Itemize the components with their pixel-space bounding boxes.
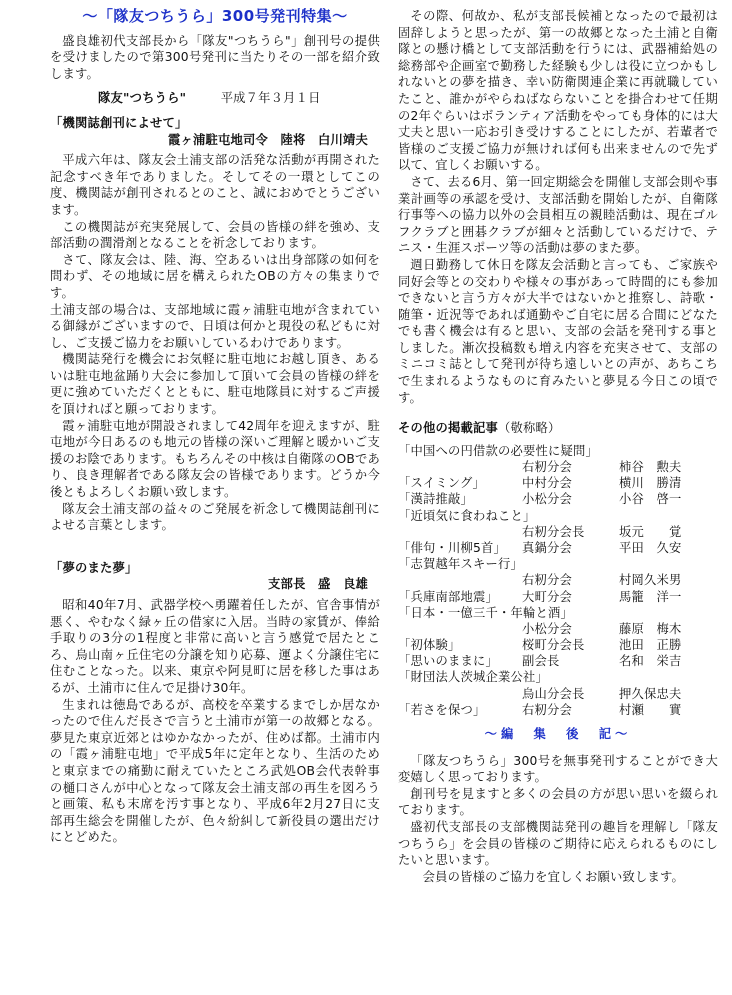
article-author: 柿谷 勲夫 xyxy=(619,460,682,475)
article-author xyxy=(619,508,709,524)
list-item xyxy=(398,443,718,459)
list-item xyxy=(398,491,718,507)
list-item xyxy=(398,702,718,718)
article-branch: 小松分会 xyxy=(522,492,572,507)
article-branch: 烏山分会長 xyxy=(522,686,585,701)
article2-paragraph: 昭和40年7月、武器学校へ勇躍着任したが、官舎事情が悪く、やむなく緑ヶ丘の借家に入居。当時の家賃が、俸給手取りの3分の1程度と非常に高いと言う感覚で居たところ、烏山南ヶ丘住宅の分譲を知り応募、運よく分譲住宅に住むことなった。以来、東京や阿見町に居を移した事はあるが、土浦市に住んで足掛け30年。 xyxy=(50,598,380,695)
article-author: 小谷 啓一 xyxy=(619,492,682,507)
article-title xyxy=(398,686,522,702)
article2-heading: 「夢のまた夢」 xyxy=(50,560,138,575)
editor-note-paragraph: 「隊友つちうら」300号を無事発刊することができ大変嬉しく思っております。 xyxy=(398,753,718,785)
article-branch: 小松分会 xyxy=(522,621,572,636)
article-author: 平田 久安 xyxy=(619,540,682,555)
issue-date: 平成７年３月１日 xyxy=(220,91,321,106)
list-item xyxy=(398,508,718,524)
issue-line xyxy=(98,90,380,107)
list-item xyxy=(398,669,718,685)
article1-paragraph: 土浦支部の場合は、支部地域に霞ヶ浦駐屯地が含まれている御縁がございますので、日頃は何かと現役の私どもに対し、ご支援ご協力をお願いしているわけであります。 xyxy=(50,302,380,350)
article-author: 名和 栄吉 xyxy=(619,654,682,669)
left-column xyxy=(50,0,380,846)
article1-paragraph: この機関誌が充実発展して、会員の皆様の絆を強め、支部活動の潤滑剤となることを祈念しております。 xyxy=(50,219,380,251)
article-branch: 桜町分会長 xyxy=(522,638,585,653)
article-title: 「志賀越年スキー行」 xyxy=(398,557,523,572)
other-articles-list xyxy=(398,443,718,718)
article-author: 池田 正勝 xyxy=(619,638,682,653)
article2-author: 支部長 盛 良雄 xyxy=(268,577,368,592)
article-author: 村岡久米男 xyxy=(619,573,682,588)
article2-paragraph: 週日勤務して休日を隊友会活動と言っても、ご家族や同好会等との交わりや様々の事があって時間的にも参加できないと言う方々が大半ではないかと推察し、詩歌・随筆・近況等であれば通勤やご自宅に居る合間にどなたでも書く機会は有ると思い、支部の会話を発刊する事としました。漸次投稿数も増え内容を充実させて、支部のミニコミ誌として発刊が待ち遠しいとの声が、あちこちで生まれるようなものに育みたいと夢見る今日この頃です。 xyxy=(398,257,718,405)
article-branch xyxy=(522,443,619,459)
article-author: 押久保忠夫 xyxy=(619,686,682,701)
editor-note-heading: ～編 集 後 記～ xyxy=(484,727,632,742)
right-column xyxy=(398,0,718,885)
article-branch xyxy=(522,556,619,572)
list-item xyxy=(398,621,718,637)
article-branch: 右籾分会 xyxy=(522,573,572,588)
article-title: 「俳句・川柳5首」 xyxy=(398,540,506,555)
article-title xyxy=(398,524,522,540)
article-branch: 中村分会 xyxy=(522,476,572,491)
article-title: 「思いのままに」 xyxy=(398,654,498,669)
article1-paragraph: 機関誌発行を機会にお気軽に駐屯地にお越し頂き、あるいは駐屯地盆踊り大会に参加して頂いて会員の皆様の絆を更に強めていただくとともに、駐屯地隊員に対するご声援を頂ければと願っております。 xyxy=(50,352,380,417)
list-item xyxy=(398,572,718,588)
other-articles-title: その他の掲載記事 xyxy=(398,421,498,436)
article-title: 「スイミング」 xyxy=(398,476,485,491)
article-title xyxy=(398,459,522,475)
article-branch xyxy=(522,605,619,621)
list-item xyxy=(398,524,718,540)
article-title: 「兵庫南部地震」 xyxy=(398,589,498,604)
other-articles-note: （敬称略） xyxy=(497,421,561,436)
list-item xyxy=(398,686,718,702)
article1-paragraph: さて、隊友会は、陸、海、空あるいは出身部隊の如何を問わず、その地域に居を構えられたOBの方々の集まりです。 xyxy=(50,252,380,300)
article-title xyxy=(398,621,522,637)
article-branch xyxy=(522,508,619,524)
article-title: 「漢詩推敲」 xyxy=(398,492,473,507)
article-author: 村瀬 實 xyxy=(619,702,682,717)
article1-paragraph: 平成六年は、隊友会土浦支部の活発な活動が再開された記念すべき年でありました。そしてその一環としてこの度、機関誌が創刊されるとのこと、誠におめでとうございます。 xyxy=(50,153,380,217)
article1-heading: 「機関誌創刊によせて」 xyxy=(50,115,188,130)
article-title: 「近頃気に食わねこと」 xyxy=(398,508,536,523)
list-item xyxy=(398,637,718,653)
article-branch: 右籾分会 xyxy=(522,702,572,717)
issue-name: 隊友"つちうら" xyxy=(98,91,187,106)
article-branch: 大町分会 xyxy=(522,589,572,604)
article-title: 「財団法人茨城企業公社」 xyxy=(398,670,548,685)
article-branch: 真鍋分会 xyxy=(522,540,572,555)
article-title xyxy=(398,572,522,588)
article-branch: 副会長 xyxy=(522,654,560,669)
article-title: 「中国への円借款の必要性に疑問」 xyxy=(398,443,598,458)
list-item xyxy=(398,459,718,475)
article-branch: 右籾分会 xyxy=(522,460,572,475)
article-author xyxy=(619,669,709,685)
intro-text: 盛良雄初代支部長から「隊友"つちうら"」創刊号の提供を受けましたので第300号発刊に当たりその一部を紹介致します。 xyxy=(50,33,380,81)
article1-paragraph: 隊友会土浦支部の益々のご発展を祈念して機関誌創刊によせる言葉とします。 xyxy=(50,501,380,533)
editor-note-paragraph: 盛初代支部長の支部機関誌発刊の趣旨を理解し「隊友つちうら」を会員の皆様のご期待に応えられるものにしたいと思います。 xyxy=(398,820,718,868)
list-item xyxy=(398,475,718,491)
editor-note-paragraph: 会員の皆様のご協力を宜しくお願い致します。 xyxy=(422,869,685,884)
article2-paragraph: さて、去る6月、第一回定期総会を開催し支部会則や事業計画等の承認を受け、支部活動を開始したが、自衛隊行事等への協力以外の会員相互の親睦活動は、現在ゴルフクラブと囲碁クラブが細々と活動しているだけで、テニス・生涯スポーツ等の活動は夢のまた夢。 xyxy=(398,174,719,256)
list-item xyxy=(398,556,718,572)
editor-note-paragraph: 創刊号を見ますと多くの会員の方が思い思いを綴られております。 xyxy=(398,786,718,818)
article-branch xyxy=(522,669,619,685)
article-title: 「若さを保つ」 xyxy=(398,702,486,717)
article-title: 「日本・一億三千・年輪と酒」 xyxy=(398,605,573,620)
article2-paragraph: 生まれは徳島であるが、高校を卒業するまでしか居なかったので住んだ長さで言うと土浦市が第一の故郷となる。夢見た東京近郊とはゆかなかったが、住めば都。土浦市内の「霞ヶ浦駐屯地」で平成5年に定年となり、生活のためと東京までの痛勤に耐えていたところ武処OB会代表幹事の樋口さんが中心となって隊友会土浦支部の再生を図ろうと画策、私も末席を汚す事となり、平成6年2月27日に支部再生総会を開催したが、色々紛糾して新役員の選出だけにとどめた。 xyxy=(50,697,380,845)
article1-author: 霞ヶ浦駐屯地司令 陸将 白川靖夫 xyxy=(168,132,368,147)
article-author xyxy=(619,605,709,621)
article-author: 坂元 覚 xyxy=(619,524,682,539)
list-item xyxy=(398,653,718,669)
article-author xyxy=(619,443,709,459)
article-author: 横川 勝清 xyxy=(619,476,682,491)
other-articles-heading xyxy=(398,420,718,437)
list-item xyxy=(398,589,718,605)
page-title: ～「隊友つちうら」300号発刊特集～ xyxy=(82,7,348,25)
article-author: 藤原 梅木 xyxy=(619,621,682,636)
list-item xyxy=(398,540,718,556)
list-item xyxy=(398,605,718,621)
article2-paragraph: その際、何故か、私が支部長候補となったので最初は固辞しようと思ったが、第一の故郷となった土浦と自衛隊との懸け橋として支部活動を行うには、武器補給処の総務部や企画室で勤務した経験も少しは役に立つかもしれないとの夢を描き、幸い防衛関連企業に再就職していたこと、誰かがやらねばならないことを掛合わせて任期の2年ぐらいはボランティア活動をやっても身体的には大丈夫と思い一応お引き受けすることにしたが、若輩者で皆様のご支援ご協力が無ければ何も出来ませんので先ず以て、宜しくお願いする。 xyxy=(398,9,718,173)
article-title: 「初体験」 xyxy=(398,638,461,653)
article-author: 馬籠 洋一 xyxy=(619,589,682,604)
article-branch: 右籾分会長 xyxy=(522,524,585,539)
article1-paragraph: 霞ヶ浦駐屯地が開設されまして42周年を迎えますが、駐屯地が今日あるのも地元の皆様の深いご理解と暖かいご支援のお陰であります。もちろんその中核は自衛隊のOBであり、良き理解者である隊友会の皆様であります。どうか今後ともよろしくお願い致します。 xyxy=(50,418,380,500)
article-author xyxy=(619,556,709,572)
